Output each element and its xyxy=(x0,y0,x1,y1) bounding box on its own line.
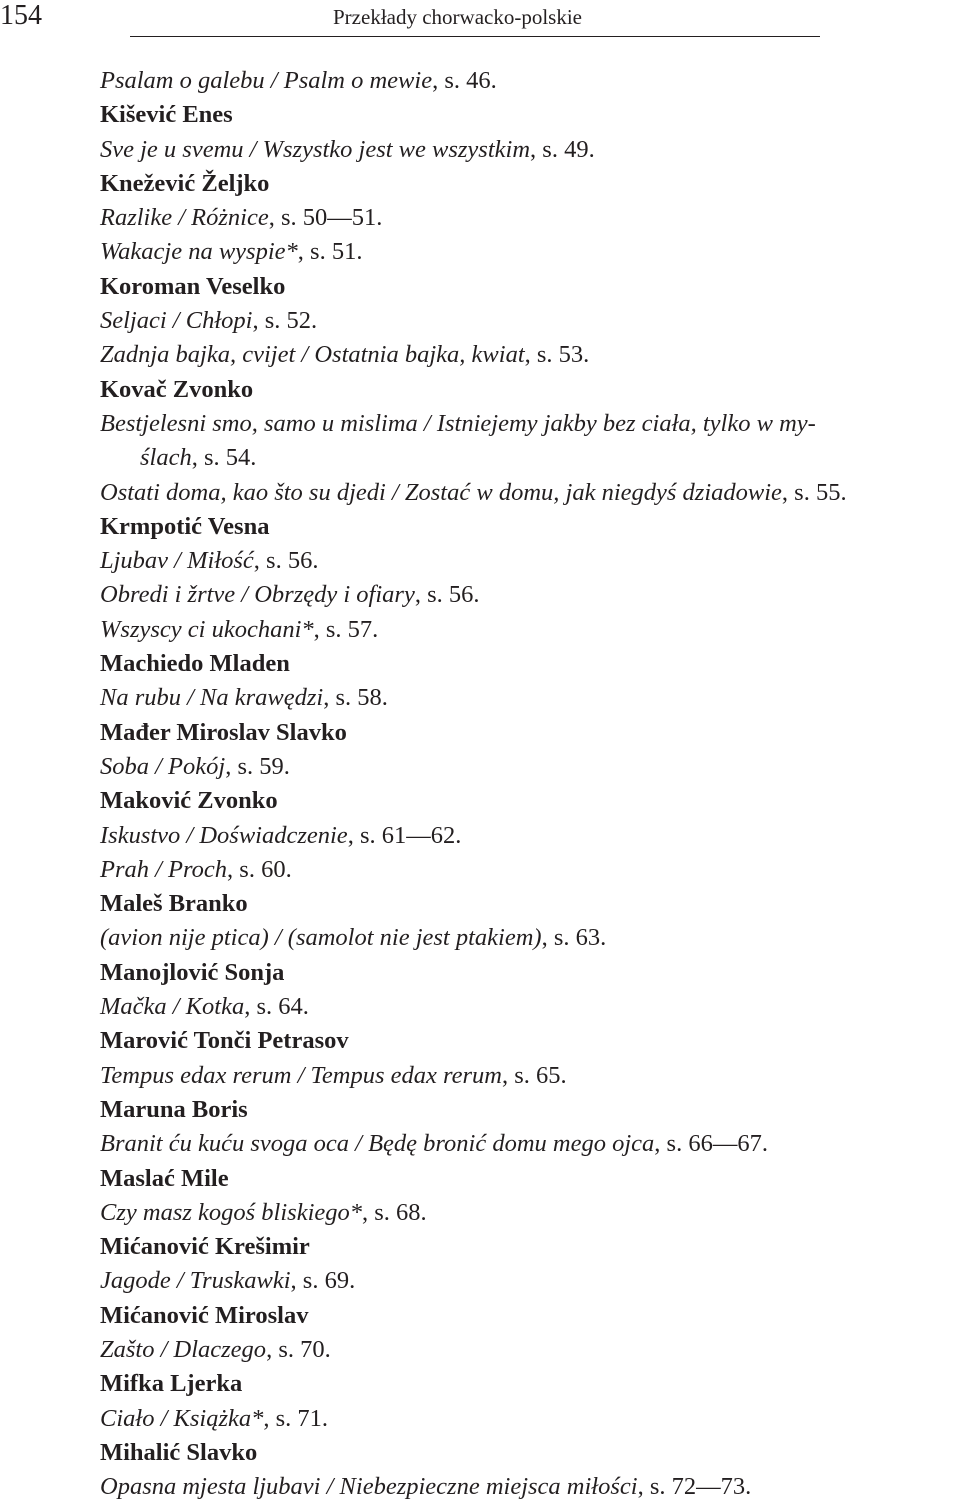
author-name: Mifka Ljerka xyxy=(100,1370,243,1398)
work-title: Obredi i žrtve / Obrzędy i ofiary xyxy=(100,581,415,609)
work-title: Ciało / Książka* xyxy=(100,1404,264,1432)
running-head: Przekłady chorwacko-polskie xyxy=(333,5,582,29)
page-reference: , s. 53. xyxy=(524,341,590,369)
page-reference: , s. 57. xyxy=(313,615,379,643)
work-entry xyxy=(100,819,940,853)
work-entry xyxy=(100,133,940,167)
author-name: Kišević Enes xyxy=(100,101,233,129)
work-entry xyxy=(100,750,940,784)
work-entry xyxy=(100,304,940,338)
author-name: Mićanović Miroslav xyxy=(100,1301,309,1329)
author-name: Mihalić Slavko xyxy=(100,1438,258,1466)
header-rule xyxy=(130,36,820,37)
work-entry xyxy=(100,338,940,372)
page-reference: , s. 54. xyxy=(191,444,257,472)
work-title: Soba / Pokój xyxy=(100,752,226,780)
work-entry xyxy=(100,407,940,441)
work-title: Na rubu / Na krawędzi xyxy=(100,684,324,712)
work-title: Mačka / Kotka xyxy=(100,993,245,1021)
work-title: Seljaci / Chłopi xyxy=(100,307,253,335)
work-entry xyxy=(100,1264,940,1298)
author-name: Kovač Zvonko xyxy=(100,375,254,403)
work-title: Zašto / Dlaczego xyxy=(100,1335,267,1363)
author-name: Mićanović Krešimir xyxy=(100,1233,310,1261)
work-entry xyxy=(100,990,940,1024)
page-reference: , s. 51. xyxy=(297,238,363,266)
work-title: Wszyscy ci ukochani* xyxy=(100,615,314,643)
work-title: Jagode / Truskawki xyxy=(100,1267,291,1295)
page-reference: , s. 65. xyxy=(501,1061,567,1089)
author-name: Manojlović Sonja xyxy=(100,958,285,986)
work-entry xyxy=(100,235,940,269)
page-reference: , s. 71. xyxy=(263,1404,329,1432)
author-name: Machiedo Mladen xyxy=(100,650,290,678)
work-title: Prah / Proch xyxy=(100,855,228,883)
author-name: Koroman Veselko xyxy=(100,272,286,300)
author-name: Mađer Miroslav Slavko xyxy=(100,718,347,746)
work-entry xyxy=(100,921,940,955)
page-reference: , s. 63. xyxy=(541,924,607,952)
work-title: Wakacje na wyspie* xyxy=(100,238,298,266)
work-entry xyxy=(100,1470,940,1504)
page-reference: , s. 55. xyxy=(781,478,847,506)
work-entry xyxy=(100,1127,940,1161)
index-entries xyxy=(100,64,940,1504)
author-name: Knežević Željko xyxy=(100,169,270,197)
page-reference: , s. 56. xyxy=(253,547,319,575)
work-entry xyxy=(100,476,940,510)
work-title: Bestjelesni smo, samo u mislima / Istniejemy jakby bez ciała, tylko w my- xyxy=(100,409,816,437)
work-entry xyxy=(100,578,940,612)
work-entry xyxy=(100,1333,940,1367)
work-title: Branit ću kuću svoga oca / Będę bronić domu mego ojca xyxy=(100,1130,655,1158)
work-title: Razlike / Różnice xyxy=(100,204,269,232)
author-name: Maleš Branko xyxy=(100,890,248,918)
page-reference: , s. 68. xyxy=(362,1198,427,1226)
work-title: Zadnja bajka, cvijet / Ostatnia bajka, kwiat xyxy=(100,341,525,369)
page-reference: , s. 59. xyxy=(225,752,290,780)
work-entry xyxy=(100,201,940,235)
page-reference: , s. 52. xyxy=(252,307,318,335)
work-title: Sve je u svemu / Wszystko jest we wszystkim xyxy=(100,135,531,163)
work-title: Tempus edax rerum / Tempus edax rerum xyxy=(100,1061,502,1089)
work-title: Opasna mjesta ljubavi / Niebezpieczne miejsca miłości xyxy=(100,1473,638,1501)
work-entry xyxy=(100,1196,940,1230)
page-reference: , s. 64. xyxy=(244,993,309,1021)
page-reference: , s. 72—73. xyxy=(637,1473,752,1501)
page-reference: , s. 69. xyxy=(290,1267,356,1295)
work-title: Psalam o galebu / Psalm o mewie xyxy=(100,67,433,94)
work-entry xyxy=(100,1402,940,1436)
page-reference: , s. 46. xyxy=(432,67,497,94)
page-reference: , s. 70. xyxy=(266,1335,331,1363)
work-entry xyxy=(100,681,940,715)
work-entry xyxy=(100,613,940,647)
author-name: Maruna Boris xyxy=(100,1095,248,1123)
work-title: Czy masz kogoś bliskiego* xyxy=(100,1198,362,1226)
page-reference: , s. 66—67. xyxy=(654,1130,768,1158)
work-entry xyxy=(100,64,940,98)
work-entry xyxy=(100,544,940,578)
work-entry xyxy=(100,1059,940,1093)
page-reference: , s. 60. xyxy=(227,855,292,883)
work-entry xyxy=(100,853,940,887)
work-title: ślach xyxy=(140,444,192,472)
work-title: Ostati doma, kao što su djedi / Zostać w domu, jak niegdyś dziadowie xyxy=(100,478,782,506)
page-number: 154 xyxy=(0,0,42,31)
author-name: Maslać Mile xyxy=(100,1164,229,1192)
author-name: Marović Tonči Petrasov xyxy=(100,1027,349,1055)
page-reference: , s. 61—62. xyxy=(347,821,462,849)
page-reference: , s. 58. xyxy=(323,684,388,712)
author-name: Maković Zvonko xyxy=(100,787,278,815)
work-title: Ljubav / Miłość xyxy=(100,547,254,575)
page-reference: , s. 56. xyxy=(414,581,480,609)
work-title: (avion nije ptica) / (samolot nie jest ptakiem) xyxy=(100,924,542,952)
work-entry-continuation xyxy=(100,441,940,475)
author-name: Krmpotić Vesna xyxy=(100,512,270,540)
page-reference: , s. 49. xyxy=(530,135,595,163)
page-reference: , s. 50—51. xyxy=(268,204,383,232)
work-title: Iskustvo / Doświadczenie xyxy=(100,821,348,849)
